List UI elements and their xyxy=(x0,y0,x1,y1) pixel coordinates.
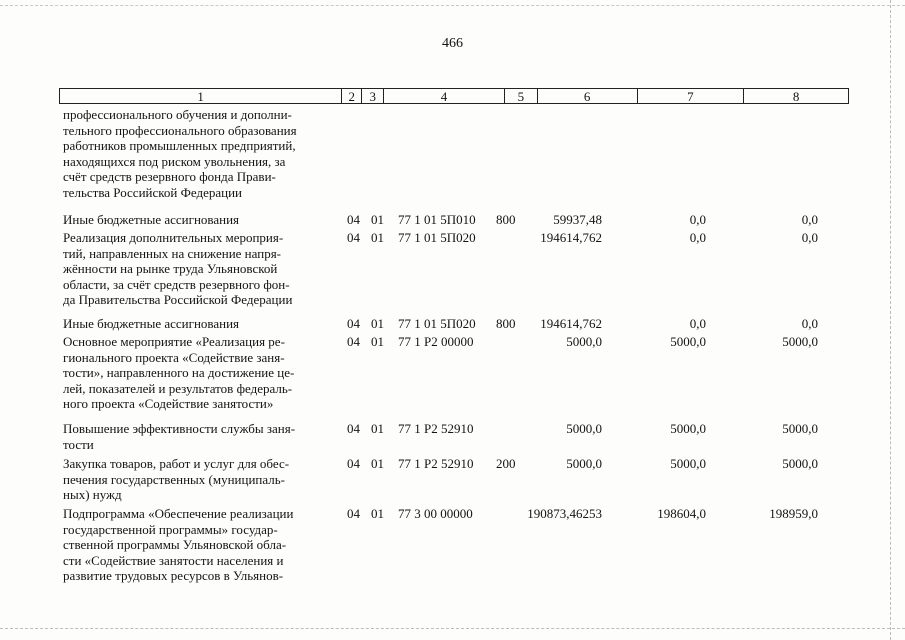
row-name-line: тости», направленного на достижение це- xyxy=(63,365,295,380)
amount-col6: 5000,0 xyxy=(566,456,602,471)
amount-col6: 194614,762 xyxy=(540,230,602,245)
row-name xyxy=(63,456,334,503)
page-number: 466 xyxy=(442,36,463,51)
amount-col7: 0,0 xyxy=(689,230,706,245)
row-name-line: да Правительства Российской Федерации xyxy=(63,292,293,307)
column-header-8: 8 xyxy=(792,89,800,104)
row-name-line: тости xyxy=(63,436,94,452)
row-name-line: Иные бюджетные ассигнования xyxy=(63,212,240,227)
amount-col8: 0,0 xyxy=(801,230,818,245)
subsection-code: 01 xyxy=(371,230,384,245)
row-name-line: находящихся под риском увольнения, за xyxy=(63,153,286,169)
section-code: 04 xyxy=(347,334,360,349)
amount-col7: 0,0 xyxy=(689,212,706,227)
subsection-code: 01 xyxy=(371,316,384,331)
column-header-2: 2 xyxy=(342,89,362,103)
column-header-3: 3 xyxy=(362,89,384,103)
column-header-1: 1 xyxy=(60,89,342,103)
target-article-code: 77 1 P2 52910 xyxy=(398,456,474,471)
subsection-code: 01 xyxy=(371,334,384,349)
subsection-code: 01 xyxy=(371,212,384,227)
target-article-code: 77 1 P2 52910 xyxy=(398,421,474,436)
row-name-line: тий, направленных на снижение напря- xyxy=(63,245,281,261)
section-code: 04 xyxy=(347,456,360,471)
amount-col8: 0,0 xyxy=(801,212,818,227)
target-article-code: 77 1 P2 00000 xyxy=(398,334,474,349)
row-name xyxy=(63,506,334,584)
column-header-7: 7 xyxy=(638,89,745,103)
target-article-code: 77 1 01 5П020 xyxy=(398,230,476,245)
row-name-line: Подпрограмма «Обеспечение реализации xyxy=(63,506,294,521)
expense-type-code: 800 xyxy=(496,212,516,227)
target-article-code: 77 1 01 5П020 xyxy=(398,316,476,331)
scan-artifact-right xyxy=(890,0,892,640)
row-name-line: тельного профессионального образования xyxy=(63,122,297,138)
row-name xyxy=(63,334,334,412)
row-name-line: Основное мероприятие «Реализация ре- xyxy=(63,334,285,349)
amount-col7: 5000,0 xyxy=(670,456,706,471)
row-name-line: ных) нужд xyxy=(63,487,122,502)
row-name-line: работников промышленных предприятий, xyxy=(63,138,296,153)
amount-col6: 190873,46253 xyxy=(527,506,602,521)
table-header xyxy=(59,88,849,104)
column-header-5: 5 xyxy=(505,89,538,103)
target-article-code: 77 3 00 00000 xyxy=(398,506,473,521)
amount-col8: 5000,0 xyxy=(782,334,818,349)
row-name-line: ного проекта «Содействие занятости» xyxy=(63,396,274,411)
row-name xyxy=(63,230,334,308)
amount-col8: 5000,0 xyxy=(782,456,818,471)
section-code: 04 xyxy=(347,421,360,436)
subsection-code: 01 xyxy=(371,506,384,521)
subsection-code: 01 xyxy=(371,456,384,471)
amount-col6: 194614,762 xyxy=(540,316,602,331)
subsection-code: 01 xyxy=(371,421,384,436)
row-name-line: тельства Российской Федерации xyxy=(63,184,243,200)
target-article-code: 77 1 01 5П010 xyxy=(398,212,476,227)
row-name-line: счёт средств резервного фонда Прави- xyxy=(63,169,276,184)
amount-col6: 5000,0 xyxy=(566,421,602,436)
amount-col8: 198959,0 xyxy=(769,506,818,521)
row-name-line: Иные бюджетные ассигнования xyxy=(63,316,240,331)
row-name-line: развитие трудовых ресурсов в Ульянов- xyxy=(63,568,284,583)
scan-artifact-bottom xyxy=(0,628,905,630)
amount-col7: 198604,0 xyxy=(657,506,706,521)
amount-col6: 59937,48 xyxy=(553,212,602,227)
amount-col8: 5000,0 xyxy=(782,421,818,436)
row-name xyxy=(63,107,334,200)
column-header-4: 4 xyxy=(384,89,505,103)
row-name-line: гионального проекта «Содействие заня- xyxy=(63,349,285,365)
row-name-line: Закупка товаров, работ и услуг для обес- xyxy=(63,456,290,471)
row-name-line: ственной программы Ульяновской обла- xyxy=(63,537,287,552)
row-name-line: профессионального обучения и дополни- xyxy=(63,107,292,122)
amount-col8: 0,0 xyxy=(801,316,818,331)
section-code: 04 xyxy=(347,506,360,521)
section-code: 04 xyxy=(347,230,360,245)
column-header-6: 6 xyxy=(538,89,638,103)
scan-artifact-top xyxy=(0,5,905,7)
row-name xyxy=(63,316,334,332)
expense-type-code: 200 xyxy=(496,456,516,471)
row-name-line: жённости на рынке труда Ульяновской xyxy=(63,261,278,276)
row-name-line: государственной программы» государ- xyxy=(63,521,278,537)
row-name-line: печения государственных (муниципаль- xyxy=(63,471,286,487)
amount-col6: 5000,0 xyxy=(566,334,602,349)
amount-col7: 5000,0 xyxy=(670,334,706,349)
amount-col7: 0,0 xyxy=(689,316,706,331)
row-name xyxy=(63,421,334,452)
section-code: 04 xyxy=(347,316,360,331)
row-name-line: сти «Содействие занятости населения и xyxy=(63,552,284,568)
row-name-line: лей, показателей и результатов федераль- xyxy=(63,380,293,396)
section-code: 04 xyxy=(347,212,360,227)
row-name-line: Реализация дополнительных мероприя- xyxy=(63,230,284,245)
expense-type-code: 800 xyxy=(496,316,516,331)
row-name-line: области, за счёт средств резервного фон- xyxy=(63,276,290,292)
row-name-line: Повышение эффективности службы заня- xyxy=(63,421,296,436)
row-name xyxy=(63,212,334,228)
amount-col7: 5000,0 xyxy=(670,421,706,436)
